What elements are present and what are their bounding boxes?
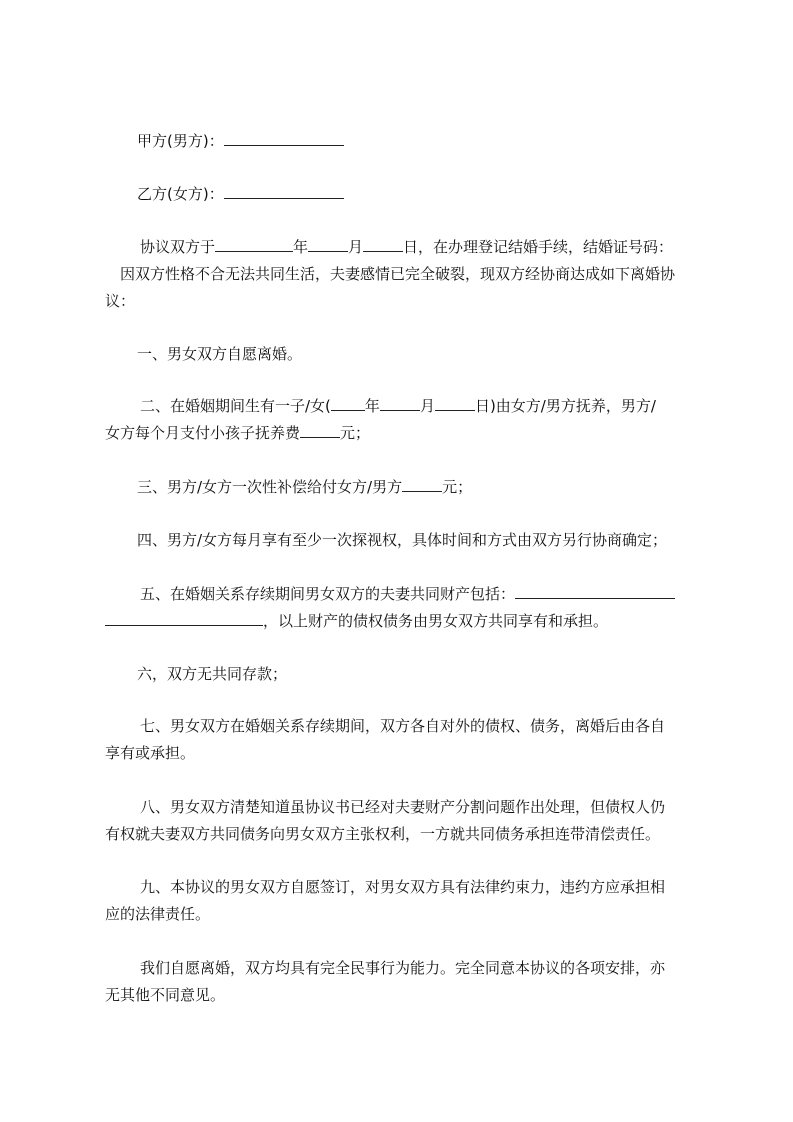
intro-month-label: 月 xyxy=(348,238,364,256)
clause-2-line-1 xyxy=(140,396,656,416)
clause-5-text-b: ，以上财产的债权债务由男女双方共同享有和承担。 xyxy=(263,612,609,630)
intro-day-label: 日，在办理登记结婚手续，结婚证号码： xyxy=(403,238,674,256)
clause-8-line-1: 八、男女双方清楚知道虽协议书已经对夫妻财产分割问题作出处理，但债权人仍 xyxy=(140,798,666,816)
clause-2-year-blank[interactable] xyxy=(331,396,365,411)
clause-5-property-blank-1[interactable] xyxy=(515,584,675,599)
clause-5-line-2 xyxy=(105,611,608,631)
clause-2-day-label: 日)由女方/男方抚养，男方/ xyxy=(474,397,656,415)
clause-3 xyxy=(137,477,472,497)
clause-3-text-a: 三、男方/女方一次性补偿给付女方/男方 xyxy=(137,478,403,496)
party-b-blank[interactable] xyxy=(224,184,344,199)
clause-2-day-blank[interactable] xyxy=(435,396,475,411)
intro-text-1: 协议双方于 xyxy=(140,238,216,256)
intro-day-blank[interactable] xyxy=(363,237,403,252)
clause-8-line-2: 有权就夫妻双方共同债务向男女双方主张权利，一方就共同债务承担连带清偿责任。 xyxy=(105,825,661,843)
intro-line-2: 因双方性格不合无法共同生活，夫妻感情已完全破裂，现双方经协商达成如下离婚协 xyxy=(120,265,676,283)
clause-9-line-2: 应的法律责任。 xyxy=(105,905,211,923)
clause-2-month-label: 月 xyxy=(419,397,435,415)
clause-5-text-a: 五、在婚姻关系存续期间男女双方的夫妻共同财产包括： xyxy=(140,585,516,603)
party-b-line xyxy=(137,184,344,204)
clause-3-text-b: 元； xyxy=(442,478,473,496)
clause-2-text-c: 元； xyxy=(340,424,371,442)
clause-5-property-blank-2[interactable] xyxy=(105,611,263,626)
clause-2-year-label: 年 xyxy=(364,397,380,415)
clause-3-amount-blank[interactable] xyxy=(402,477,442,492)
intro-line-3: 议： xyxy=(105,292,136,310)
clause-7-line-2: 享有或承担。 xyxy=(105,744,196,762)
clause-4: 四、男方/女方每月享有至少一次探视权，具体时间和方式由双方另行协商确定； xyxy=(137,531,668,549)
intro-month-blank[interactable] xyxy=(308,237,348,252)
intro-year-label: 年 xyxy=(293,238,309,256)
clause-2-text-a: 二、在婚姻期间生有一子/女( xyxy=(140,397,331,415)
clause-6: 六，双方无共同存款； xyxy=(137,665,288,683)
clause-2-text-b: 女方每个月支付小孩子抚养费 xyxy=(105,424,301,442)
clause-2-line-2 xyxy=(105,423,370,443)
intro-line-1 xyxy=(140,237,673,257)
closing-line-2: 无其他不同意见。 xyxy=(105,986,226,1004)
party-b-label: 乙方(女方)： xyxy=(137,185,224,203)
clause-9-line-1: 九、本协议的男女双方自愿签订，对男女双方具有法律约束力，违约方应承担相 xyxy=(140,878,666,896)
intro-year-blank[interactable] xyxy=(215,237,293,252)
clause-1: 一、男女双方自愿离婚。 xyxy=(137,345,303,363)
clause-5-line-1 xyxy=(140,584,675,604)
clause-7-line-1: 七、男女双方在婚姻关系存续期间，双方各自对外的债权、债务，离婚后由各自 xyxy=(140,717,666,735)
party-a-line xyxy=(137,131,344,151)
closing-line-1: 我们自愿离婚，双方均具有完全民事行为能力。完全同意本协议的各项安排，亦 xyxy=(140,959,666,977)
party-a-label: 甲方(男方)： xyxy=(137,132,224,150)
clause-2-month-blank[interactable] xyxy=(380,396,420,411)
clause-2-amount-blank[interactable] xyxy=(300,423,340,438)
party-a-blank[interactable] xyxy=(224,131,344,146)
